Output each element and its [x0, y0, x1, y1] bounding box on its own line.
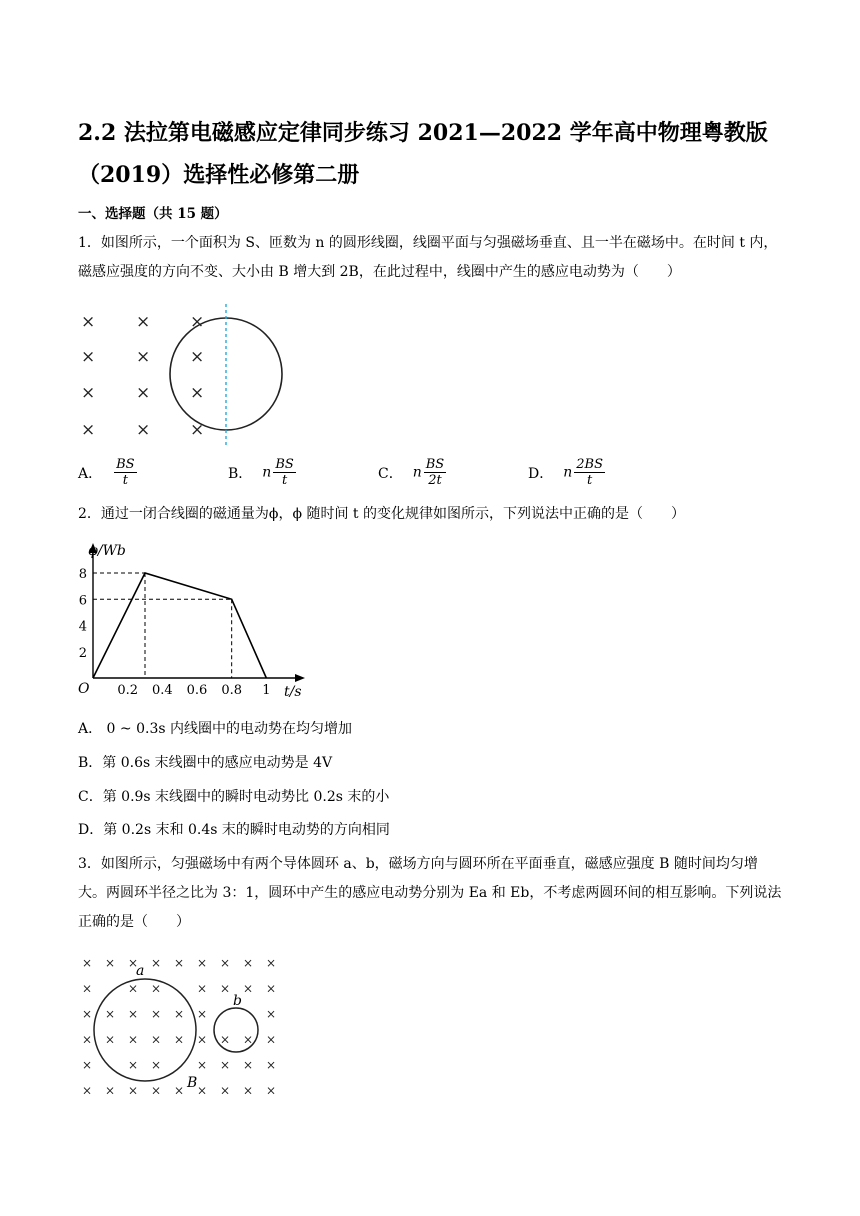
flux-time-chart: [75, 538, 315, 700]
field-mark: ×: [151, 981, 162, 996]
q1-option-c[interactable]: C． n $\frac{BS}{2t}$: [378, 457, 445, 488]
field-mark: ×: [151, 1032, 162, 1047]
y-tick-label: 2: [78, 645, 87, 661]
field-mark: ×: [136, 347, 151, 367]
field-mark: ×: [266, 981, 277, 996]
field-cross-marks: [81, 312, 204, 440]
field-mark: ×: [82, 981, 93, 996]
y-tick-label: 8: [78, 567, 87, 582]
q2-option-d[interactable]: D．第 0.2s 末和 0.4s 末的瞬时电动势的方向相同: [78, 822, 390, 838]
q2-option-b[interactable]: B．第 0.6s 末线圈中的感应电动势是 4V: [78, 755, 333, 771]
x-tick-label: 0.4: [151, 683, 173, 698]
field-mark: ×: [266, 1083, 277, 1098]
option-fraction: $\frac{2BS}{t}$: [576, 457, 603, 488]
field-mark: ×: [174, 1007, 185, 1021]
field-mark: ×: [128, 981, 139, 996]
y-tick-label: 6: [78, 593, 87, 609]
field-mark: ×: [243, 1083, 254, 1098]
question-1-text: 1．如图所示，一个面积为 S、匝数为 n 的圆形线圈，线圈平面与匀强磁场垂直、且一半在磁场中。在时间 t 内，磁感应强度的方向不变、大小由 B 增大到 2B，在此过程中，线圈中产生的感应电动势为（ ）: [78, 235, 778, 280]
option-label: A．: [78, 465, 103, 482]
field-mark: ×: [197, 956, 208, 970]
field-mark: ×: [243, 1032, 254, 1047]
q2-option-a[interactable]: A． 0 ~ 0.3s 内线圈中的电动势在均匀增加: [78, 721, 352, 737]
field-mark: ×: [151, 1007, 162, 1021]
field-mark: ×: [190, 312, 205, 332]
field-mark: ×: [128, 1083, 139, 1098]
x-tick-label: 0.8: [221, 683, 243, 698]
flux-series-line: [93, 573, 266, 678]
option-fraction: $\frac{BS}{t}$: [116, 457, 135, 488]
field-mark: ×: [266, 1032, 277, 1047]
field-mark: ×: [82, 1007, 93, 1021]
field-mark: ×: [220, 981, 231, 996]
field-mark: ×: [105, 1032, 116, 1047]
q2-option-c[interactable]: C．第 0.9s 末线圈中的瞬时电动势比 0.2s 末的小: [78, 789, 390, 805]
field-mark: ×: [197, 1058, 208, 1072]
field-mark: ×: [197, 1007, 208, 1021]
option-fraction: $\frac{BS}{2t}$: [425, 457, 445, 488]
field-mark: ×: [105, 956, 116, 970]
field-mark: ×: [128, 956, 139, 970]
field-mark: ×: [174, 1083, 185, 1098]
field-mark: ×: [197, 1083, 208, 1098]
field-mark: ×: [197, 981, 208, 996]
field-mark: ×: [136, 383, 151, 403]
field-mark: ×: [128, 1032, 139, 1047]
field-mark: ×: [151, 956, 162, 970]
field-mark: ×: [266, 1058, 277, 1072]
x-tick-label: 1: [262, 683, 271, 698]
field-mark: ×: [81, 312, 96, 332]
document-title: 2.2 法拉第电磁感应定律同步练习 2021—2022 学年高中物理粤教版（2019）选择性必修第二册: [78, 120, 768, 188]
axes: [89, 543, 305, 682]
field-mark: ×: [82, 1032, 93, 1047]
y-axis-label: φ/Wb: [88, 543, 126, 559]
q1-option-d[interactable]: D． n $\frac{2BS}{t}$: [528, 457, 603, 488]
field-mark: ×: [82, 1083, 93, 1098]
option-label: C．: [378, 465, 403, 482]
question-3-text: 3．如图所示，匀强磁场中有两个导体圆环 a、b，磁场方向与圆环所在平面垂直，磁感应强度 B 随时间均匀增大。两圆环半径之比为 3：1，圆环中产生的感应电动势分别为 Ea 和 Eb，不考虑两圆环间的相互影响。下列说法正确的是（ ）: [78, 856, 782, 930]
x-tick-label: 0.6: [186, 683, 208, 698]
question-3-figure: [75, 952, 285, 1102]
field-b-label: B: [187, 1075, 198, 1091]
field-mark: ×: [243, 956, 254, 970]
ring-a-label: a: [136, 963, 145, 979]
field-mark: ×: [220, 1083, 231, 1098]
field-mark: ×: [82, 1058, 93, 1072]
field-mark: ×: [105, 1007, 116, 1021]
field-mark: ×: [190, 347, 205, 367]
field-mark: ×: [266, 1007, 277, 1021]
field-mark: ×: [81, 420, 96, 440]
field-mark: ×: [128, 1007, 139, 1021]
option-label: D．: [528, 465, 554, 482]
field-mark: ×: [151, 1083, 162, 1098]
field-mark: ×: [151, 1058, 162, 1072]
question-1-figure: [75, 302, 300, 450]
x-axis-label: t/s: [284, 684, 302, 700]
field-mark: ×: [190, 383, 205, 403]
field-mark: ×: [174, 1032, 185, 1047]
option-fraction: $\frac{BS}{t}$: [275, 457, 294, 488]
x-axis-arrow: [295, 674, 305, 682]
field-mark: ×: [105, 1083, 116, 1098]
field-mark: ×: [266, 956, 277, 970]
field-mark: ×: [243, 981, 254, 996]
field-mark: ×: [243, 1058, 254, 1072]
x-tick-label: 0.2: [117, 683, 139, 698]
field-mark: ×: [174, 956, 185, 970]
section-heading: 一、选择题（共 15 题）: [78, 206, 228, 222]
field-mark: ×: [82, 956, 93, 970]
field-mark: ×: [220, 956, 231, 970]
field-cross-marks: [82, 956, 276, 1098]
q1-option-a[interactable]: [78, 457, 137, 488]
ring-a: [94, 979, 196, 1081]
ring-b: [214, 1008, 258, 1052]
field-mark: ×: [128, 1058, 139, 1072]
ring-b-label: b: [233, 993, 242, 1009]
field-mark: ×: [197, 1032, 208, 1047]
field-mark: ×: [136, 420, 151, 440]
option-label: B．: [228, 465, 253, 482]
field-mark: ×: [220, 1058, 231, 1072]
q1-option-b[interactable]: B． n $\frac{BS}{t}$: [228, 457, 294, 488]
field-mark: ×: [81, 347, 96, 367]
field-mark: ×: [81, 383, 96, 403]
question-2-text: 2．通过一闭合线圈的磁通量为ϕ，ϕ 随时间 t 的变化规律如图所示，下列说法中正确的是（ ）: [78, 506, 685, 522]
origin-label: O: [78, 681, 90, 697]
field-mark: ×: [136, 312, 151, 332]
y-tick-label: 4: [78, 619, 87, 635]
field-mark: ×: [190, 420, 205, 440]
field-mark: ×: [220, 1032, 231, 1047]
